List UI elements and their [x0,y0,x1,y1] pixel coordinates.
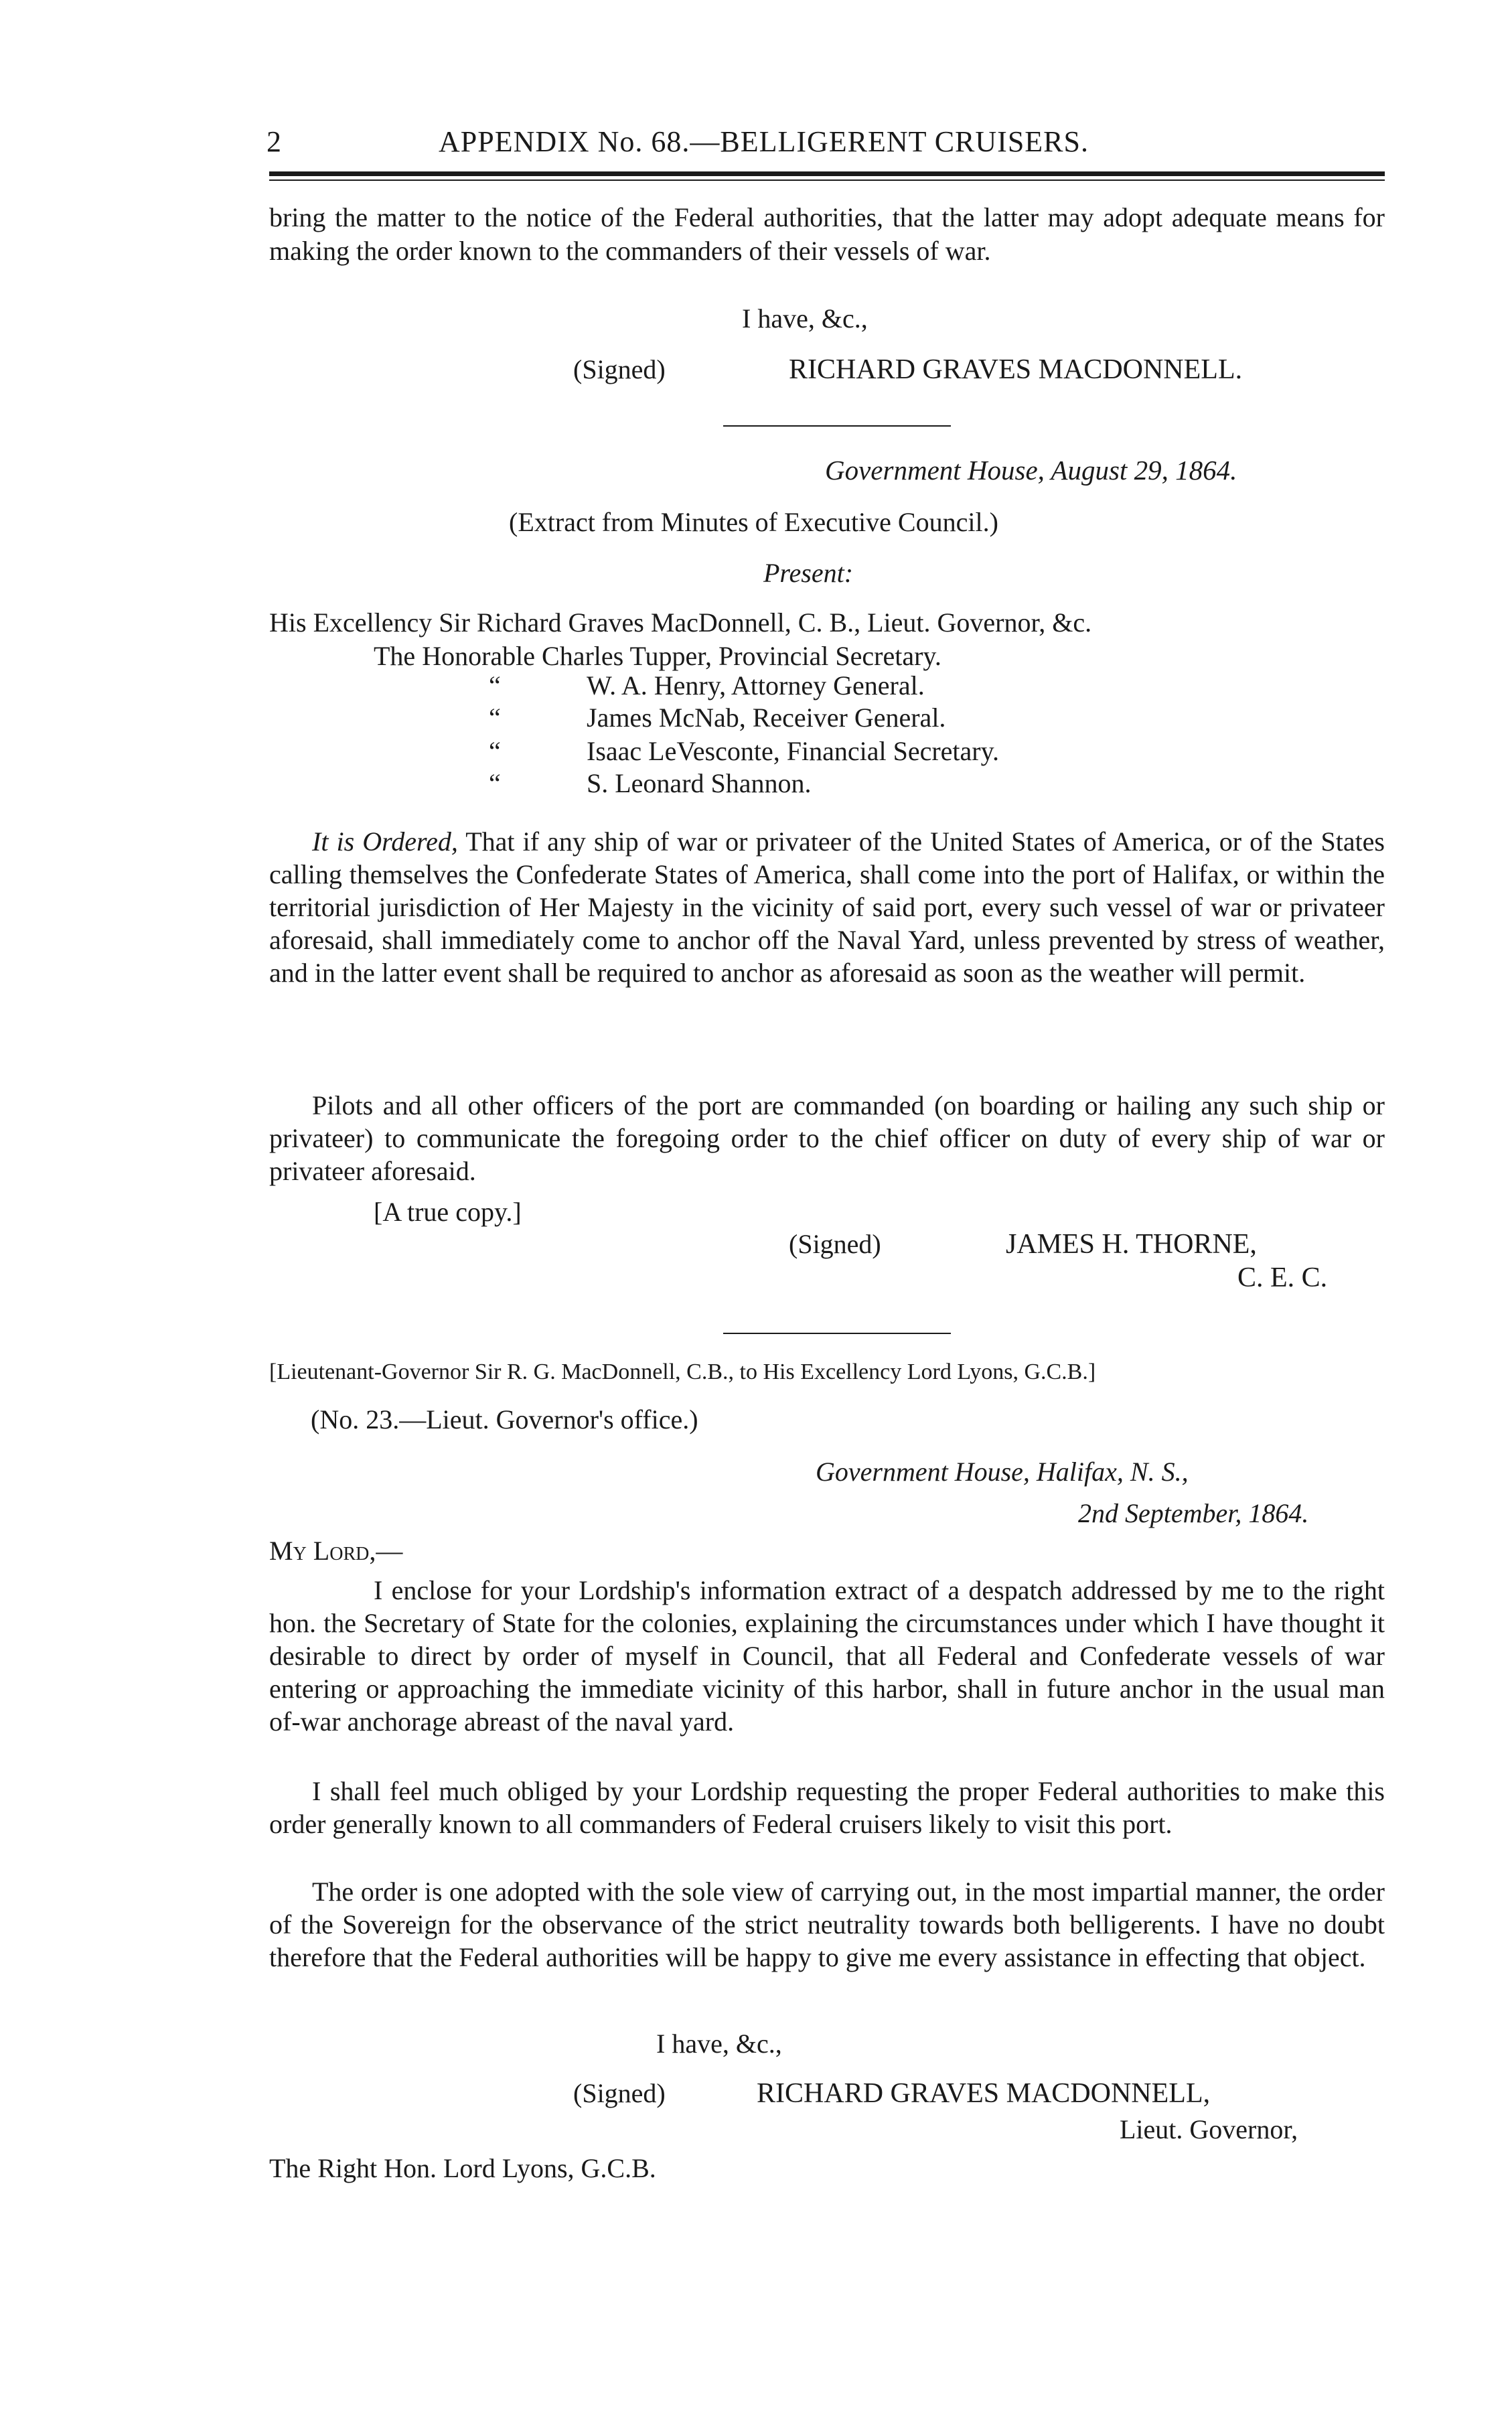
ditto-mark: “ [489,670,501,701]
member-henry: W. A. Henry, Attorney General. [587,670,925,701]
minutes-extract-note: (Extract from Minutes of Executive Council.) [509,507,998,537]
letter2-reference: (No. 23.—Lieut. Governor's office.) [311,1404,698,1435]
section-divider [723,1333,951,1334]
member-shannon: S. Leonard Shannon. [587,768,812,798]
page-number: 2 [267,125,281,158]
minutes-present-label: Present: [763,558,854,588]
member-mcnab: James McNab, Receiver General. [587,703,946,733]
minutes-signed-label: (Signed) [789,1229,881,1259]
header-rule-thin [269,179,1385,181]
letter1-continuation: bring the matter to the notice of the Federal authorities, that the latter may adopt adequate means for making the order known to the commanders of their vessels of war. [269,202,1385,266]
letter2-place: Government House, Halifax, N. S., [816,1457,1189,1487]
section-divider [723,425,951,427]
letter2-caption: [Lieutenant-Governor Sir R. G. MacDonnell, C.B., to His Excellency Lord Lyons, G.C.B.] [269,1360,1096,1384]
order-paragraph [269,825,1385,1089]
minutes-place-date: Government House, August 29, 1864. [825,455,1237,486]
letter2-paragraph-2: I shall feel much obliged by your Lordship requesting the proper Federal authorities to make this order generally known to all commanders of Federal cruisers likely to visit this port. [269,1776,1385,1839]
minutes-signatory-title: C. E. C. [1237,1262,1328,1293]
letter2-closing: I have, &c., [656,2029,782,2059]
letter2-signatory: RICHARD GRAVES MACDONNELL, [757,2078,1211,2109]
running-title: APPENDIX No. 68.—BELLIGERENT CRUISERS. [439,125,1089,158]
letter2-date: 2nd September, 1864. [1078,1498,1309,1528]
letter1-signed-label: (Signed) [573,354,666,384]
member-tupper: The Honorable Charles Tupper, Provincial Secretary. [374,641,941,671]
ditto-mark: “ [489,736,501,766]
letter1-closing: I have, &c., [742,303,868,334]
order-lead: It is Ordered, [312,826,458,857]
letter1-signatory: RICHARD GRAVES MACDONNELL. [789,354,1243,385]
letter2-paragraph-1: I enclose for your Lordship's information extract of a despatch addressed by me to the right hon. the Secretary of State for the colonies, explaining the circumstances under which I have thought it desirable to direct by order of myself in Council, that all Federal and Confederate vessels of war entering or approaching the immediate vicinity of this harbor, shall in future anchor in the usual man of-war anchorage abreast of the naval yard. [269,1575,1385,1737]
minutes-signatory: JAMES H. THORNE, [1006,1229,1257,1260]
letter2-addressee: The Right Hon. Lord Lyons, G.C.B. [269,2153,656,2183]
member-governor: His Excellency Sir Richard Graves MacDonnell, C. B., Lieut. Governor, &c. [269,607,1092,638]
letter2-signatory-title: Lieut. Governor, [1120,2114,1298,2144]
ditto-mark: “ [489,768,501,798]
true-copy-note: [A true copy.] [374,1197,522,1227]
header-rule-thick [269,171,1385,176]
letter2-paragraph-3: The order is one adopted with the sole view of carrying out, in the most impartial manner, the order of the Sovereign for the observance of the strict neutrality towards both belligerents. I have no doubt therefore that the Federal authorities will be happy to give me every assistance in effecting that object. [269,1877,1385,1972]
pilots-paragraph: Pilots and all other officers of the port are commanded (on boarding or hailing any such ship or privateer) to communicate the foregoing order to the chief officer on duty of every ship of war or privateer aforesaid. [269,1090,1385,1186]
letter2-salutation: My Lord,— [269,1536,403,1566]
ditto-mark: “ [489,703,501,733]
member-levesconte: Isaac LeVesconte, Financial Secretary. [587,736,999,766]
order-text: That if any ship of war or privateer of the United States of America, or of the States calling themselves the Confederate States of America, shall come into the port of Halifax, or within the territorial jurisdiction of Her Majesty in the vicinity of said port, every such vessel of war or privateer aforesaid, shall immediately come to anchor off the Naval Yard, unless prevented by stress of weather, and in the latter event shall be required to anchor as aforesaid as soon as the weather will permit. [269,826,1385,988]
letter2-signed-label: (Signed) [573,2078,666,2108]
